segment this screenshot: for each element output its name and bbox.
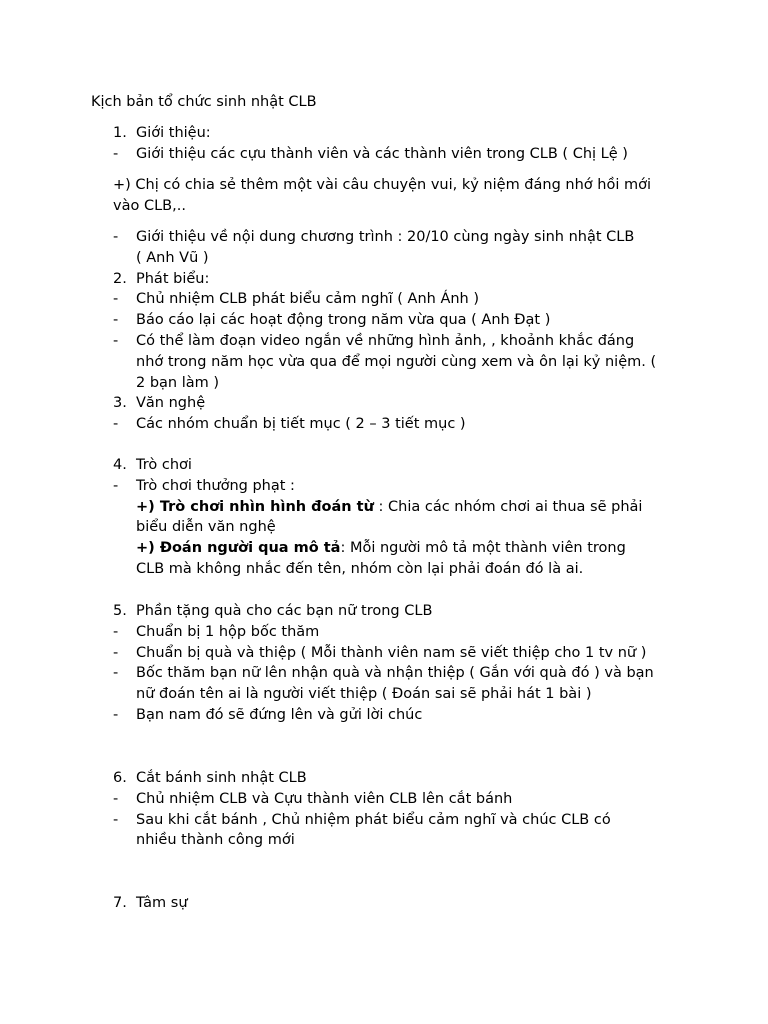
bullet-dash: -	[113, 332, 119, 349]
bullet-text: Chủ nhiệm CLB phát biểu cảm nghĩ ( Anh Ánh )	[136, 291, 480, 308]
bullet-item	[0, 310, 768, 331]
section-number: 1.	[113, 125, 127, 141]
bullet-text: nữ đoán tên ai là người viết thiệp ( Đoán sai sẽ phải hát 1 bài )	[136, 686, 592, 703]
list-item	[0, 123, 768, 144]
game-text	[136, 538, 626, 559]
game-item	[0, 497, 768, 518]
list-item	[0, 393, 768, 414]
section-7	[0, 893, 768, 914]
section-5	[0, 601, 768, 726]
bullet-dash: -	[113, 145, 119, 162]
section-heading: Giới thiệu:	[136, 125, 211, 141]
bullet-item	[0, 227, 768, 248]
note-line: vào CLB,..	[113, 197, 186, 214]
bullet-item	[0, 810, 768, 831]
bullet-item	[0, 476, 768, 497]
game-continuation	[0, 559, 768, 580]
bullet-dash: -	[113, 291, 119, 308]
section-6	[0, 768, 768, 851]
bullet-item	[0, 643, 768, 664]
list-item	[0, 768, 768, 789]
bullet-item	[0, 414, 768, 435]
bullet-dash: -	[113, 644, 119, 661]
bullet-text: ( Anh Vũ )	[136, 249, 209, 266]
bullet-text: 2 bạn làm )	[136, 374, 220, 391]
section-number: 3.	[113, 395, 127, 412]
bullet-text: Bốc thăm bạn nữ lên nhận quà và nhận thiệp ( Gắn với quà đó ) và bạn	[136, 665, 654, 682]
bullet-continuation	[0, 248, 768, 269]
bullet-text: Chuẩn bị 1 hộp bốc thăm	[136, 623, 320, 640]
bullet-dash: -	[113, 229, 119, 245]
list-item	[0, 269, 768, 290]
document-title: Kịch bản tổ chức sinh nhật CLB	[91, 94, 317, 110]
section-number: 6.	[113, 770, 127, 786]
bullet-dash: -	[113, 623, 119, 640]
section-heading: Phát biểu:	[136, 270, 210, 287]
bullet-text: Có thể làm đoạn video ngắn về những hình ảnh, , khoảnh khắc đáng	[136, 332, 635, 349]
game-description: : Mỗi người mô tả một thành viên trong	[340, 540, 626, 557]
game-title: +) Trò chơi nhìn hình đoán từ	[136, 498, 374, 515]
bullet-continuation	[0, 373, 768, 394]
bullet-dash: -	[113, 706, 119, 723]
note-line: +) Chị có chia sẻ thêm một vài câu chuyện vui, kỷ niệm đáng nhớ hồi mới	[113, 177, 651, 193]
bullet-text: Bạn nam đó sẽ đứng lên và gửi lời chúc	[136, 706, 423, 723]
game-description: CLB mà không nhắc đến tên, nhóm còn lại phải đoán đó là ai.	[136, 560, 584, 577]
bullet-text: Sau khi cắt bánh , Chủ nhiệm phát biểu cảm nghĩ và chúc CLB có	[136, 811, 611, 828]
bullet-item	[0, 622, 768, 643]
bullet-item	[0, 705, 768, 726]
section-number: 4.	[113, 457, 127, 473]
section-heading: Trò chơi	[136, 457, 192, 473]
list-item	[0, 455, 768, 476]
bullet-item	[0, 144, 768, 165]
bullet-text: nhiều thành công mới	[136, 832, 295, 849]
bullet-continuation	[0, 684, 768, 705]
section-heading: Văn nghệ	[136, 395, 206, 412]
bullet-text: Chủ nhiệm CLB và Cựu thành viên CLB lên cắt bánh	[136, 790, 513, 807]
bullet-continuation	[0, 352, 768, 373]
bullet-text: Giới thiệu về nội dung chương trình : 20/10 cùng ngày sinh nhật CLB	[136, 229, 635, 245]
list-item	[0, 893, 768, 914]
list-item	[0, 601, 768, 622]
bullet-dash: -	[113, 811, 119, 828]
bullet-dash: -	[113, 790, 119, 807]
bullet-item	[0, 789, 768, 810]
bullet-dash: -	[113, 477, 119, 494]
bullet-text: Chuẩn bị quà và thiệp ( Mỗi thành viên nam sẽ viết thiệp cho 1 tv nữ )	[136, 644, 647, 661]
game-item	[0, 538, 768, 559]
section-number: 5.	[113, 603, 127, 619]
game-continuation	[0, 517, 768, 538]
bullet-item	[0, 289, 768, 310]
bullet-item	[0, 331, 768, 352]
bullet-dash: -	[113, 416, 119, 433]
bullet-text: Các nhóm chuẩn bị tiết mục ( 2 – 3 tiết mục )	[136, 416, 466, 433]
section-1	[0, 123, 768, 165]
game-description: : Chia các nhóm chơi ai thua sẽ phải	[373, 498, 643, 515]
game-title: +) Đoán người qua mô tả	[136, 540, 341, 557]
bullet-text: nhớ trong năm học vừa qua để mọi người cùng xem và ôn lại kỷ niệm. (	[136, 353, 657, 370]
bullet-text: Báo cáo lại các hoạt động trong năm vừa qua ( Anh Đạt )	[136, 312, 551, 329]
section-heading: Tâm sự	[136, 895, 188, 911]
bullet-continuation	[0, 830, 768, 851]
bullet-text: Trò chơi thưởng phạt :	[136, 477, 295, 494]
game-description: biểu diễn văn nghệ	[136, 519, 276, 536]
section-4	[0, 455, 768, 580]
bullet-dash: -	[113, 312, 119, 329]
section-number: 2.	[113, 270, 127, 287]
bullet-text: Giới thiệu các cựu thành viên và các thành viên trong CLB ( Chị Lệ )	[136, 145, 628, 162]
bullet-dash: -	[113, 665, 119, 682]
section-number: 7.	[113, 895, 127, 911]
section-1-continued	[0, 227, 768, 435]
note-paragraph	[113, 175, 651, 217]
section-heading: Cắt bánh sinh nhật CLB	[136, 770, 307, 786]
bullet-item	[0, 663, 768, 684]
section-heading: Phần tặng quà cho các bạn nữ trong CLB	[136, 603, 433, 619]
game-text	[136, 497, 642, 518]
